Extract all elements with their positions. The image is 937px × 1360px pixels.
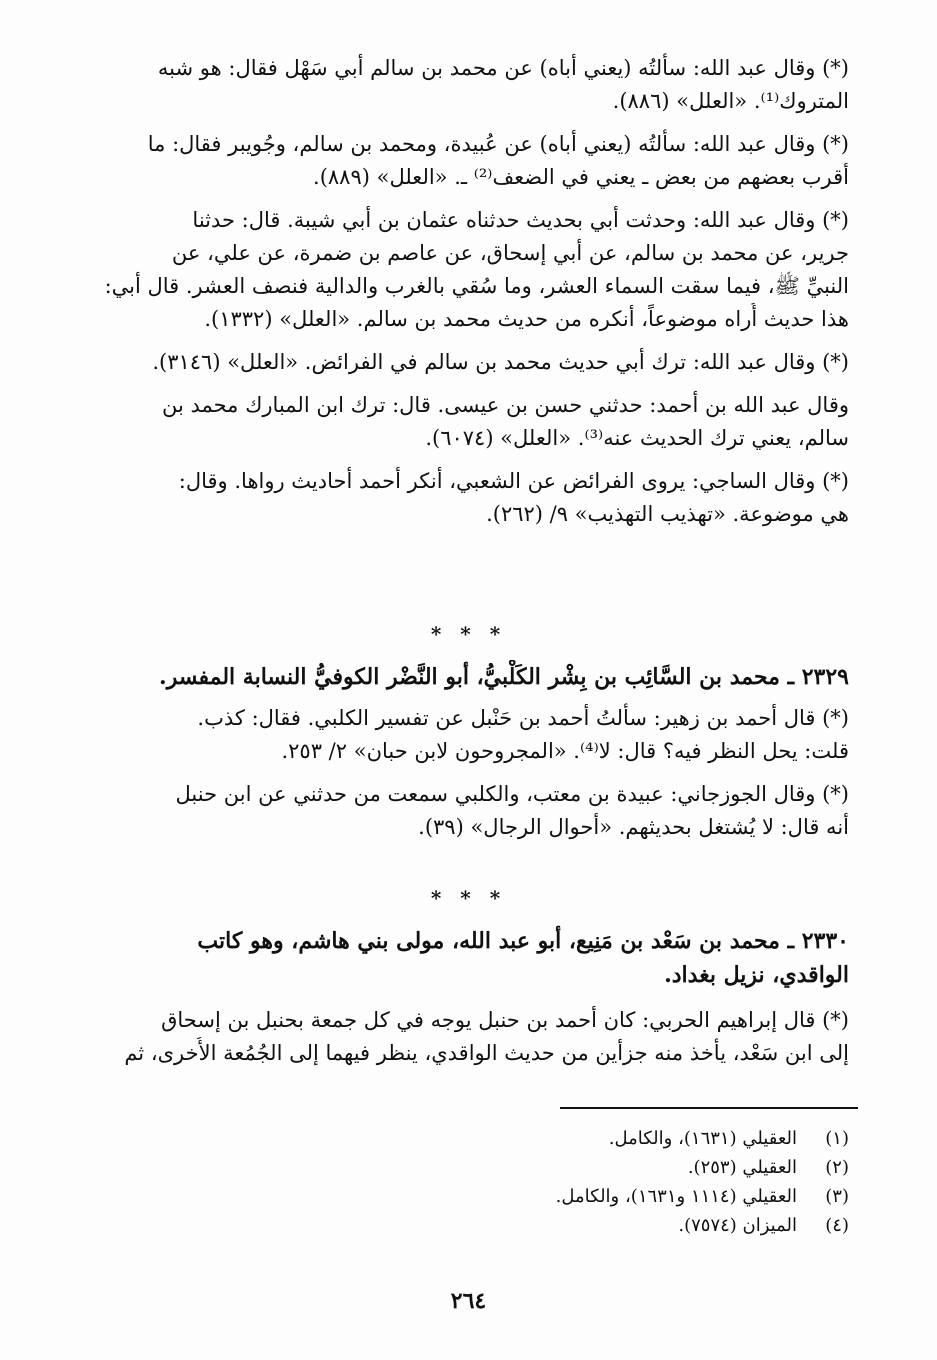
text-line: (*) قال أحمد بن زهير: سألتُ أحمد بن حَنْبل عن تفسير الكلبي. فقال: كذب.	[197, 706, 849, 730]
text-line: (*) وقال الساجي: يروى الفرائض عن الشعبي، أنكر أحمد أحاديث رواها. وقال:	[178, 469, 849, 493]
text-line: جرير، عن محمد بن سالم، عن أبي إسحاق، عن عاصم بن ضمرة، عن علي، عن	[171, 241, 849, 265]
heading-line: ٢٣٣٠ ـ محمد بن سَعْد بن مَنِيع، أبو عبد الله، مولى بني هاشم، وهو كاتب	[197, 928, 849, 954]
text-line: وقال عبد الله بن أحمد: حدثني حسن بن عيسى. قال: ترك ابن المبارك محمد بن	[161, 393, 849, 417]
entry-2328-continuation	[78, 52, 849, 531]
entry-2330	[78, 924, 849, 1070]
heading-line: ٢٣٢٩ ـ محمد بن السَّائِب بن بِشْر الكَلْبيُّ، أبو النَّضْر الكوفيُّ النسابة المفسر.	[159, 664, 849, 690]
text-line: سالم، يعني ترك الحديث عنه⁽³⁾. «العلل» (٦٠٧٤).	[425, 426, 849, 450]
paragraph	[78, 204, 849, 336]
footnote-text: الميزان (٧٥٧٤).	[678, 1215, 797, 1236]
text-line: المتروك⁽¹⁾. «العلل» (٨٨٦).	[612, 89, 849, 113]
paragraph	[78, 778, 849, 844]
section-separator: * * *	[430, 622, 507, 646]
footnote-text: العقيلي (١١١٤ و١٦٣١)، والكامل.	[555, 1186, 797, 1207]
footnote-text: العقيلي (١٦٣١)، والكامل.	[608, 1128, 797, 1149]
text-line: (*) وقال عبد الله: ترك أبي حديث محمد بن سالم في الفرائض. «العلل» (٣١٤٦).	[152, 350, 849, 374]
footnote	[300, 1124, 849, 1153]
paragraph	[78, 389, 849, 455]
page-number: ٢٦٤	[450, 1288, 487, 1314]
section-separator: * * *	[430, 886, 507, 910]
paragraph	[78, 702, 849, 768]
text-line: (*) وقال الجوزجاني: عبيدة بن معتب، والكلبي سمعت من حدثني عن ابن حنبل	[175, 782, 849, 806]
text-line: (*) وقال عبد الله: سألتُه (يعني أباه) عن عُبيدة، ومحمد بن سالم، وجُويبر فقال: ما	[147, 132, 849, 156]
footnote-number: (٣)	[825, 1186, 849, 1207]
footnote	[300, 1153, 849, 1182]
text-line: هذا حديث أُراه موضوعاً، أنكره من حديث محمد بن سالم. «العلل» (١٣٣٢).	[204, 307, 849, 331]
text-line: أنه قال: لا يُشتغل بحديثهم. «أحوال الرجال» (٣٩).	[418, 815, 849, 839]
text-line: (*) وقال عبد الله: سألتُه (يعني أباه) عن محمد بن سالم أبي سَهْل فقال: هو شبه	[157, 56, 849, 80]
paragraph	[78, 128, 849, 194]
text-line: (*) وقال عبد الله: وحدثت أبي بحديث حدثناه عثمان بن أبي شيبة. قال: حدثنا	[192, 208, 849, 232]
entry-heading	[78, 660, 849, 694]
paragraph	[78, 346, 849, 379]
entry-2329	[78, 660, 849, 844]
text-line: هي موضوعة. «تهذيب التهذيب» ٩/ (٢٦٢).	[486, 502, 849, 526]
text-line: أقرب بعضهم من بعض ـ يعني في الضعف⁽²⁾ ـ. «العلل» (٨٨٩).	[313, 165, 849, 189]
text-line: النبيِّ ﷺ، فيما سقت السماء العشر، وما سُقي بالغرب والدالية فنصف العشر. قال أبي:	[104, 274, 849, 298]
paragraph	[78, 52, 849, 118]
paragraph	[78, 1004, 849, 1070]
footnote	[300, 1182, 849, 1211]
footnote-number: (٢)	[825, 1157, 849, 1178]
entry-heading	[78, 924, 849, 992]
paragraph	[78, 465, 849, 531]
footnote-text: العقيلي (٢٥٣).	[687, 1157, 797, 1178]
footnote	[300, 1211, 849, 1240]
text-line: قلت: يحل النظر فيه؟ قال: لا⁽⁴⁾. «المجروحون لابن حبان» ٢/ ٢٥٣.	[281, 739, 849, 763]
footnote-number: (٤)	[825, 1215, 849, 1236]
footnote-divider	[560, 1107, 858, 1109]
text-line: إلى ابن سَعْد، يأخذ منه جزأين من حديث الواقدي، ينظر فيهما إلى الجُمُعة الأُخرى، ثم	[124, 1041, 849, 1065]
heading-line: الواقدي، نزيل بغداد.	[664, 962, 849, 988]
footnote-number: (١)	[825, 1128, 849, 1149]
text-line: (*) قال إبراهيم الحربي: كان أحمد بن حنبل يوجه في كل جمعة بحنبل بن إسحاق	[161, 1008, 849, 1032]
footnotes	[300, 1124, 849, 1240]
